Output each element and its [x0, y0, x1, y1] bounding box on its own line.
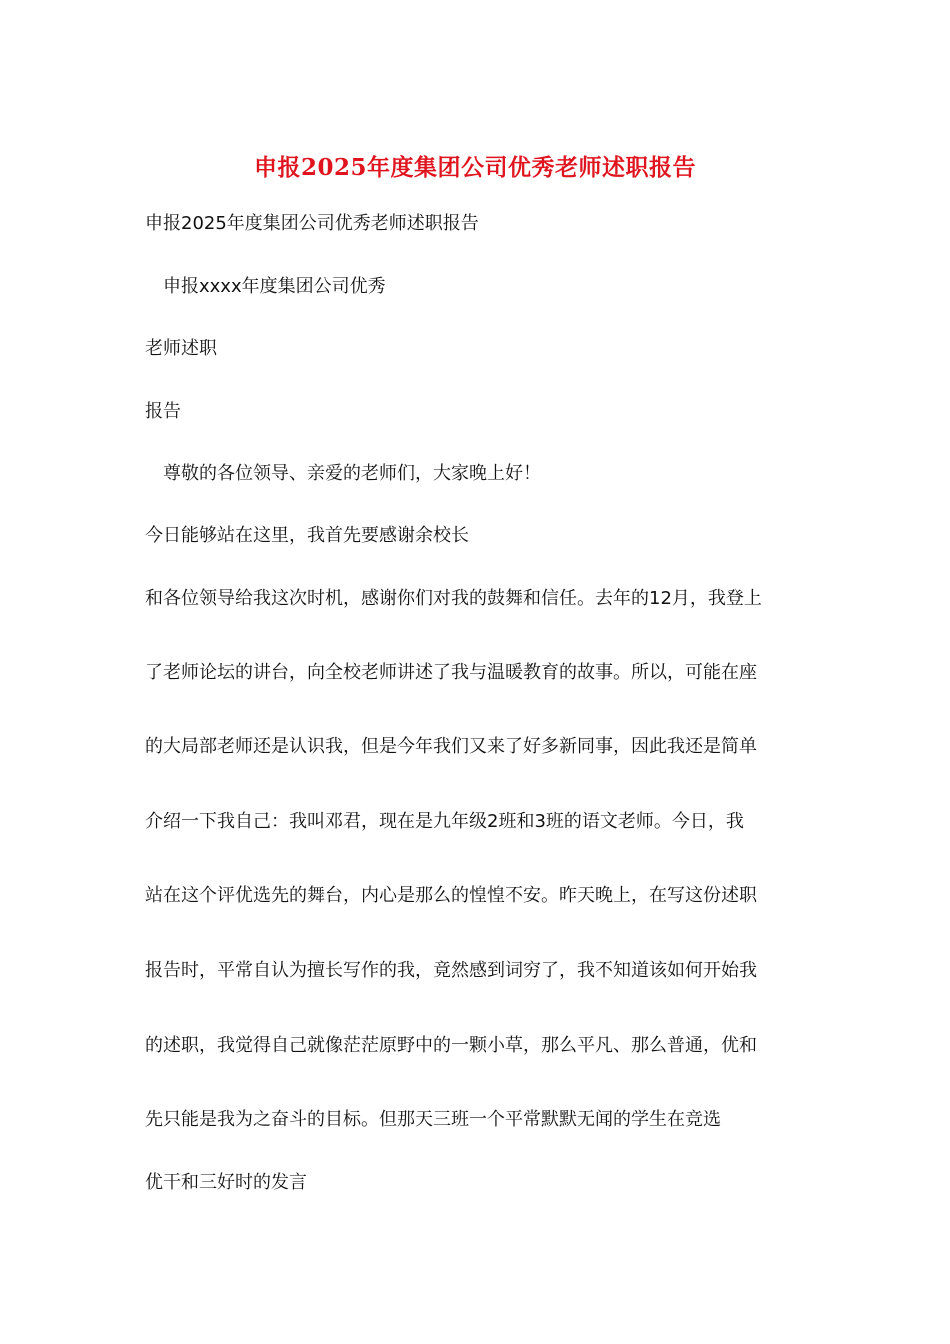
paragraph-line: 的大局部老师还是认识我，但是今年我们又来了好多新同事，因此我还是简单	[145, 736, 757, 757]
paragraph-line: 申报2025年度集团公司优秀老师述职报告	[145, 213, 479, 234]
paragraph-line: 申报xxxx年度集团公司优秀	[163, 276, 386, 297]
paragraph-line: 今日能够站在这里，我首先要感谢余校长	[145, 525, 469, 546]
paragraph-line: 介绍一下我自己：我叫邓君，现在是九年级2班和3班的语文老师。今日，我	[145, 811, 744, 832]
paragraph-line: 和各位领导给我这次时机，感谢你们对我的鼓舞和信任。去年的12月，我登上	[145, 588, 762, 609]
paragraph-line: 站在这个评优选先的舞台，内心是那么的惶惶不安。昨天晚上，在写这份述职	[145, 885, 757, 906]
paragraph-line: 优干和三好时的发言	[145, 1172, 307, 1193]
paragraph-line: 先只能是我为之奋斗的目标。但那天三班一个平常默默无闻的学生在竞选	[145, 1109, 721, 1130]
paragraph-line: 老师述职	[145, 338, 217, 359]
paragraph-line: 了老师论坛的讲台，向全校老师讲述了我与温暖教育的故事。所以，可能在座	[145, 662, 757, 683]
paragraph-line: 报告	[145, 401, 181, 422]
paragraph-line: 报告时，平常自认为擅长写作的我，竟然感到词穷了，我不知道该如何开始我	[145, 960, 757, 981]
paragraph-line: 的述职，我觉得自己就像茫茫原野中的一颗小草，那么平凡、那么普通，优和	[145, 1035, 757, 1056]
document-title: 申报2025年度集团公司优秀老师述职报告	[253, 154, 696, 181]
paragraph-line: 尊敬的各位领导、亲爱的老师们，大家晚上好！	[163, 463, 541, 484]
